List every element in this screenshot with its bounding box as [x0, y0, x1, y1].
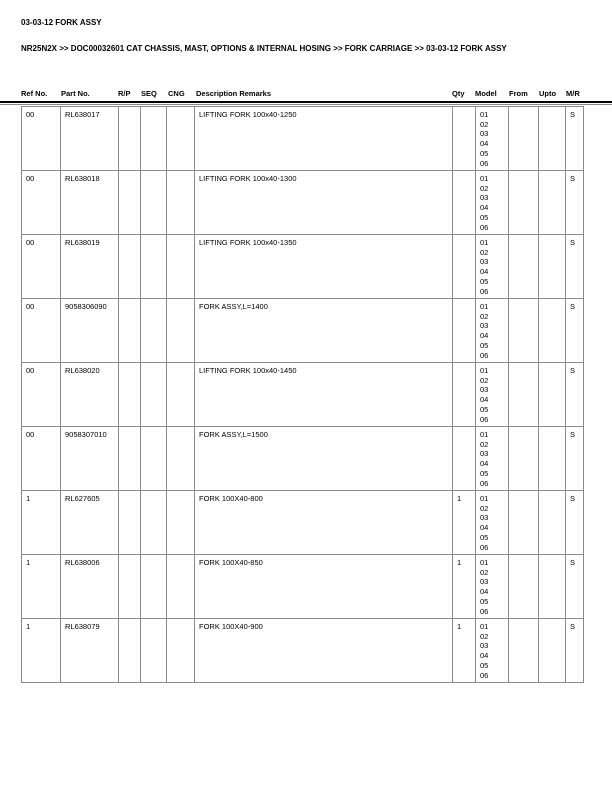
table-row — [22, 299, 584, 363]
header-mr: M/R — [566, 89, 580, 98]
header-ref-no: Ref No. — [21, 89, 48, 98]
cell-from — [509, 491, 539, 555]
cell-description: LIFTING FORK 100x40-1450 — [195, 363, 453, 427]
cell-rp — [119, 107, 141, 171]
header-rule-secondary — [0, 104, 612, 105]
cell-model: 01 02 03 04 05 06 — [476, 171, 509, 235]
cell-part-no: RL638006 — [61, 555, 119, 619]
cell-from — [509, 299, 539, 363]
cell-seq — [141, 107, 167, 171]
cell-seq — [141, 491, 167, 555]
header-cng: CNG — [168, 89, 185, 98]
cell-upto — [539, 235, 566, 299]
cell-description: FORK 100X40-800 — [195, 491, 453, 555]
cell-mr: S — [566, 171, 584, 235]
cell-cng — [167, 363, 195, 427]
cell-cng — [167, 491, 195, 555]
cell-upto — [539, 491, 566, 555]
cell-part-no: RL627605 — [61, 491, 119, 555]
table-row — [22, 107, 584, 171]
cell-seq — [141, 555, 167, 619]
cell-seq — [141, 171, 167, 235]
cell-description: LIFTING FORK 100x40-1300 — [195, 171, 453, 235]
cell-upto — [539, 107, 566, 171]
cell-cng — [167, 427, 195, 491]
cell-ref-no: 1 — [22, 619, 61, 683]
header-description: Description Remarks — [196, 89, 272, 98]
cell-qty: 1 — [453, 555, 476, 619]
table-row — [22, 555, 584, 619]
cell-mr: S — [566, 235, 584, 299]
parts-table — [21, 106, 584, 683]
cell-ref-no: 1 — [22, 555, 61, 619]
cell-part-no: RL638020 — [61, 363, 119, 427]
cell-qty — [453, 299, 476, 363]
cell-seq — [141, 363, 167, 427]
page-title: 03-03-12 FORK ASSY — [21, 18, 102, 27]
cell-description: LIFTING FORK 100x40-1250 — [195, 107, 453, 171]
cell-from — [509, 619, 539, 683]
cell-model: 01 02 03 04 05 06 — [476, 299, 509, 363]
cell-ref-no: 00 — [22, 235, 61, 299]
cell-rp — [119, 555, 141, 619]
cell-description: FORK 100X40-900 — [195, 619, 453, 683]
cell-rp — [119, 171, 141, 235]
cell-mr: S — [566, 491, 584, 555]
cell-part-no: RL638079 — [61, 619, 119, 683]
header-upto: Upto — [539, 89, 557, 98]
cell-from — [509, 171, 539, 235]
cell-cng — [167, 619, 195, 683]
cell-cng — [167, 235, 195, 299]
cell-seq — [141, 619, 167, 683]
cell-upto — [539, 427, 566, 491]
cell-cng — [167, 107, 195, 171]
cell-rp — [119, 363, 141, 427]
cell-rp — [119, 427, 141, 491]
table-row — [22, 427, 584, 491]
cell-ref-no: 00 — [22, 171, 61, 235]
cell-qty — [453, 235, 476, 299]
header-rp: R/P — [118, 89, 131, 98]
cell-rp — [119, 619, 141, 683]
cell-rp — [119, 235, 141, 299]
cell-model: 01 02 03 04 05 06 — [476, 363, 509, 427]
cell-rp — [119, 299, 141, 363]
cell-cng — [167, 299, 195, 363]
cell-from — [509, 235, 539, 299]
cell-seq — [141, 427, 167, 491]
header-part-no: Part No. — [61, 89, 90, 98]
cell-description: FORK 100X40-850 — [195, 555, 453, 619]
cell-model: 01 02 03 04 05 06 — [476, 555, 509, 619]
cell-qty: 1 — [453, 619, 476, 683]
cell-upto — [539, 171, 566, 235]
cell-ref-no: 00 — [22, 107, 61, 171]
cell-upto — [539, 299, 566, 363]
cell-mr: S — [566, 427, 584, 491]
breadcrumb: NR25N2X >> DOC00032601 CAT CHASSIS, MAST, OPTIONS & INTERNAL HOSING >> FORK CARRIAGE >> 03-03-12 FORK ASSY — [21, 44, 507, 53]
cell-mr: S — [566, 299, 584, 363]
cell-from — [509, 555, 539, 619]
cell-from — [509, 363, 539, 427]
table-row — [22, 491, 584, 555]
cell-upto — [539, 555, 566, 619]
cell-qty — [453, 107, 476, 171]
cell-description: LIFTING FORK 100x40-1350 — [195, 235, 453, 299]
cell-model: 01 02 03 04 05 06 — [476, 107, 509, 171]
cell-description: FORK ASSY,L=1500 — [195, 427, 453, 491]
cell-upto — [539, 619, 566, 683]
cell-seq — [141, 299, 167, 363]
header-model: Model — [475, 89, 497, 98]
table-row — [22, 619, 584, 683]
table-row — [22, 235, 584, 299]
cell-mr: S — [566, 363, 584, 427]
cell-part-no: RL638017 — [61, 107, 119, 171]
cell-mr: S — [566, 107, 584, 171]
cell-part-no: RL638018 — [61, 171, 119, 235]
cell-rp — [119, 491, 141, 555]
table-row — [22, 171, 584, 235]
cell-ref-no: 00 — [22, 299, 61, 363]
cell-qty — [453, 363, 476, 427]
cell-qty — [453, 427, 476, 491]
cell-upto — [539, 363, 566, 427]
header-rule — [0, 101, 612, 103]
cell-model: 01 02 03 04 05 06 — [476, 427, 509, 491]
cell-part-no: RL638019 — [61, 235, 119, 299]
header-seq: SEQ — [141, 89, 157, 98]
header-qty: Qty — [452, 89, 465, 98]
cell-cng — [167, 171, 195, 235]
table-row — [22, 363, 584, 427]
cell-description: FORK ASSY,L=1400 — [195, 299, 453, 363]
cell-part-no: 9058307010 — [61, 427, 119, 491]
cell-ref-no: 00 — [22, 427, 61, 491]
cell-qty — [453, 171, 476, 235]
cell-model: 01 02 03 04 05 06 — [476, 491, 509, 555]
cell-part-no: 9058306090 — [61, 299, 119, 363]
cell-ref-no: 1 — [22, 491, 61, 555]
cell-cng — [167, 555, 195, 619]
header-from: From — [509, 89, 528, 98]
cell-model: 01 02 03 04 05 06 — [476, 619, 509, 683]
cell-seq — [141, 235, 167, 299]
cell-ref-no: 00 — [22, 363, 61, 427]
cell-qty: 1 — [453, 491, 476, 555]
cell-mr: S — [566, 555, 584, 619]
cell-mr: S — [566, 619, 584, 683]
cell-model: 01 02 03 04 05 06 — [476, 235, 509, 299]
cell-from — [509, 427, 539, 491]
cell-from — [509, 107, 539, 171]
